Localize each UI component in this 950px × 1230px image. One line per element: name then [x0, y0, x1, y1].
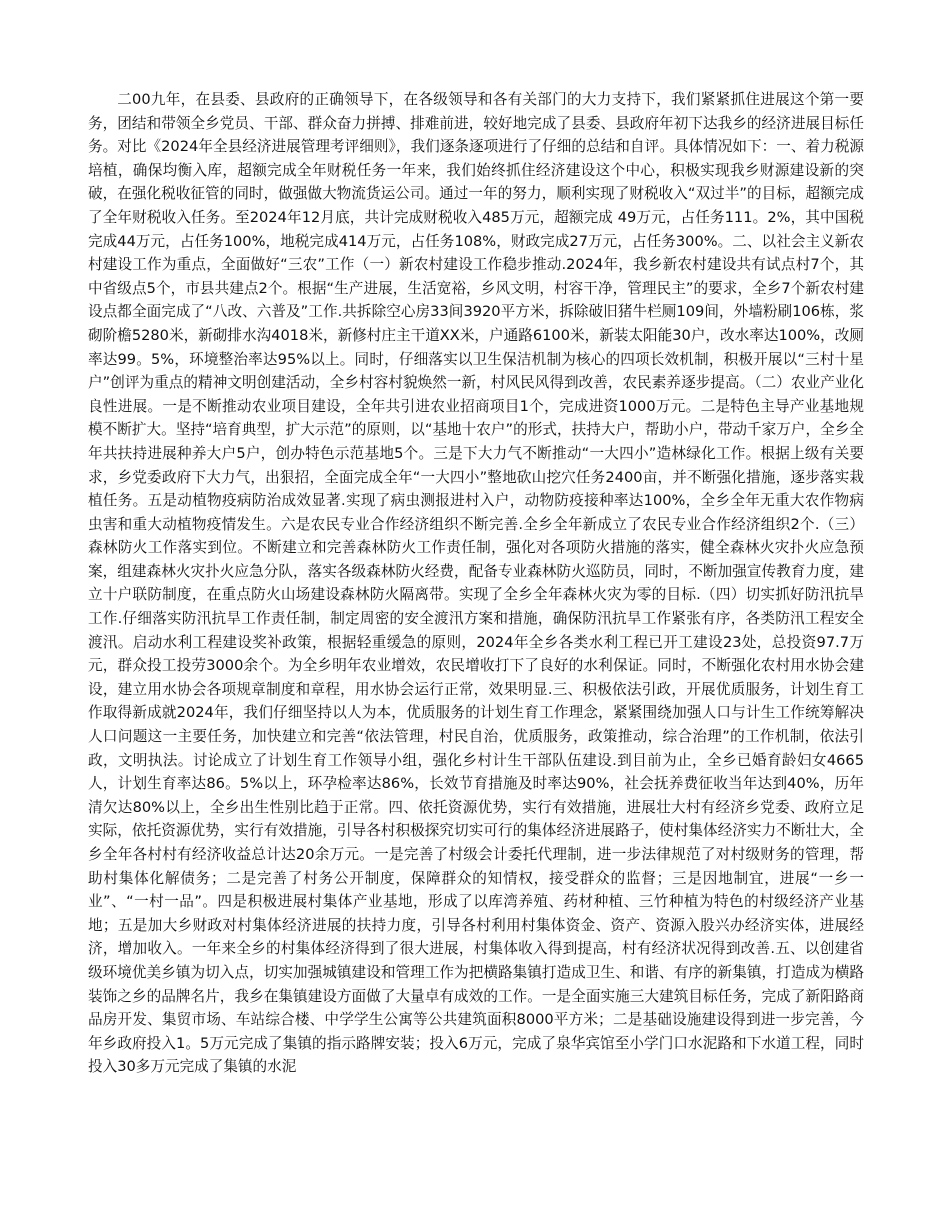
document-page [88, 88, 864, 1079]
body-paragraph: 二00九年，在县委、县政府的正确领导下，在各级领导和各有关部门的大力支持下，我们紧紧抓住进展这个第一要务，团结和带领全乡党员、干部、群众奋力拼搏、排难前进，较好地完成了县委、县政府年初下达我乡的经济进展目标任务。对比《2024年全县经济进展管理考评细则》，我们逐条逐项进行了仔细的总结和自评。具体情况如下：一、着力税源培植，确保均衡入库，超额完成全年财税任务一年来，我们始终抓住经济建设这个中心，积极实现我乡财源建设新的突破，在强化税收征管的同时，做强做大物流货运公司。通过一年的努力，顺利实现了财税收入“双过半”的目标，超额完成了全年财税收入任务。至2024年12月底，共计完成财税收入485万元，超额完成 49万元，占任务111。2%，其中国税完成44万元，占任务100%，地税完成414万元，占任务108%，财政完成27万元，占任务300%。二、以社会主义新农村建设工作为重点，全面做好“三农”工作（一）新农村建设工作稳步推动.2024年，我乡新农村建设共有试点村7个，其中省级点5个，市县共建点2个。根据“生产进展，生活宽裕，乡风文明，村容干净，管理民主”的要求，全乡7个新农村建设点都全面完成了“八改、六普及”工作.共拆除空心房33间3920平方米，拆除破旧猪牛栏厕109间，外墙粉刷106栋，浆砌阶檐5280米，新砌排水沟4018米，新修村庄主干道XX米，户通路6100米，新装太阳能30户，改水率达100%，改厕率达99。5%，环境整治率达95%以上。同时，仔细落实以卫生保洁机制为核心的四项长效机制，积极开展以“三村十星户”创评为重点的精神文明创建活动，全乡村容村貌焕然一新，村风民风得到改善，农民素养逐步提高。（二）农业产业化良性进展。一是不断推动农业项目建设，全年共引进农业招商项目1个，完成进资1000万元。二是特色主导产业基地规模不断扩大。坚持“培育典型，扩大示范”的原则，以“基地十农户”的形式，扶持大户，帮助小户，带动千家万户，全乡全年共扶持进展种养大户5户，创办特色示范基地5个。三是下大力气不断推动“一大四小”造林绿化工作。根据上级有关要求，乡党委政府下大力气，出狠招，全面完成全年“一大四小”整地砍山挖穴任务2400亩，并不断强化措施，逐步落实栽植任务。五是动植物疫病防治成效显著.实现了病虫测报进村入户，动物防疫接种率达100%，全乡全年无重大农作物病虫害和重大动植物疫情发生。六是农民专业合作经济组织不断完善.全乡全年新成立了农民专业合作经济组织2个.（三）森林防火工作落实到位。不断建立和完善森林防火工作责任制，强化对各项防火措施的落实，健全森林火灾扑火应急预案，组建森林火灾扑火应急分队，落实各级森林防火经费，配备专业森林防火巡防员，同时，不断加强宣传教育力度，建立十户联防制度，在重点防火山场建设森林防火隔离带。实现了全乡全年森林火灾为零的目标.（四）切实抓好防汛抗旱工作.仔细落实防汛抗旱工作责任制，制定周密的安全渡汛方案和措施，确保防汛抗旱工作紧张有序，各类防汛工程安全渡汛。启动水利工程建设奖补政策，根据轻重缓急的原则，2024年全乡各类水利工程已开工建设23处，总投资97.7万元，群众投工投劳3000余个。为全乡明年农业增效，农民增收打下了良好的水利保证。同时，不断强化农村用水协会建设，建立用水协会各项规章制度和章程，用水协会运行正常，效果明显.三、积极依法引政，开展优质服务，计划生育工作取得新成就2024年，我们仔细坚持以人为本，优质服务的计划生育工作理念，紧紧围绕加强人口与计生工作统筹解决人口问题这一主要任务，加快建立和完善“依法管理，村民自治，优质服务，政策推动，综合治理”的工作机制，依法引政，文明执法。讨论成立了计划生育工作领导小组，强化乡村计生干部队伍建设.到目前为止，全乡已婚育龄妇女4665人，计划生育率达86。5%以上，环孕检率达86%，长效节育措施及时率达90%，社会抚养费征收当年达到40%，历年清欠达80%以上，全乡出生性别比趋于正常。四、依托资源优势，实行有效措施，进展壮大村有经济乡党委、政府立足实际，依托资源优势，实行有效措施，引导各村积极探究切实可行的集体经济进展路子，使村集体经济实力不断壮大，全乡全年各村村有经济收益总计达20余万元。一是完善了村级会计委托代理制，进一步法律规范了对村级财务的管理，帮助村集体化解债务；二是完善了村务公开制度，保障群众的知情权，接受群众的监督；三是因地制宜，进展“一乡一业”、“一村一品”。四是积极进展村集体产业基地，形成了以库湾养殖、药材种植、三竹种植为特色的村级经济产业基地；五是加大乡财政对村集体经济进展的扶持力度，引导各村利用村集体资金、资产、资源入股兴办经济实体，进展经济，增加收入。一年来全乡的村集体经济得到了很大进展，村集体收入得到提高，村有经济状况得到改善.五、以创建省级环境优美乡镇为切入点，切实加强城镇建设和管理工作为把横路集镇打造成卫生、和谐、有序的新集镇，打造成为横路装饰之乡的品牌名片，我乡在集镇建设方面做了大量卓有成效的工作。一是全面实施三大建筑目标任务，完成了新阳路商品房开发、集贸市场、车站综合楼、中学学生公寓等公共建筑面积8000平方米；二是基础设施建设得到进一步完善，今年乡政府投入1。5万元完成了集镇的指示路牌安装；投入6万元，完成了泉华宾馆至小学门口水泥路和下水道工程，同时投入30多万元完成了集镇的水泥 [88, 91, 864, 1076]
